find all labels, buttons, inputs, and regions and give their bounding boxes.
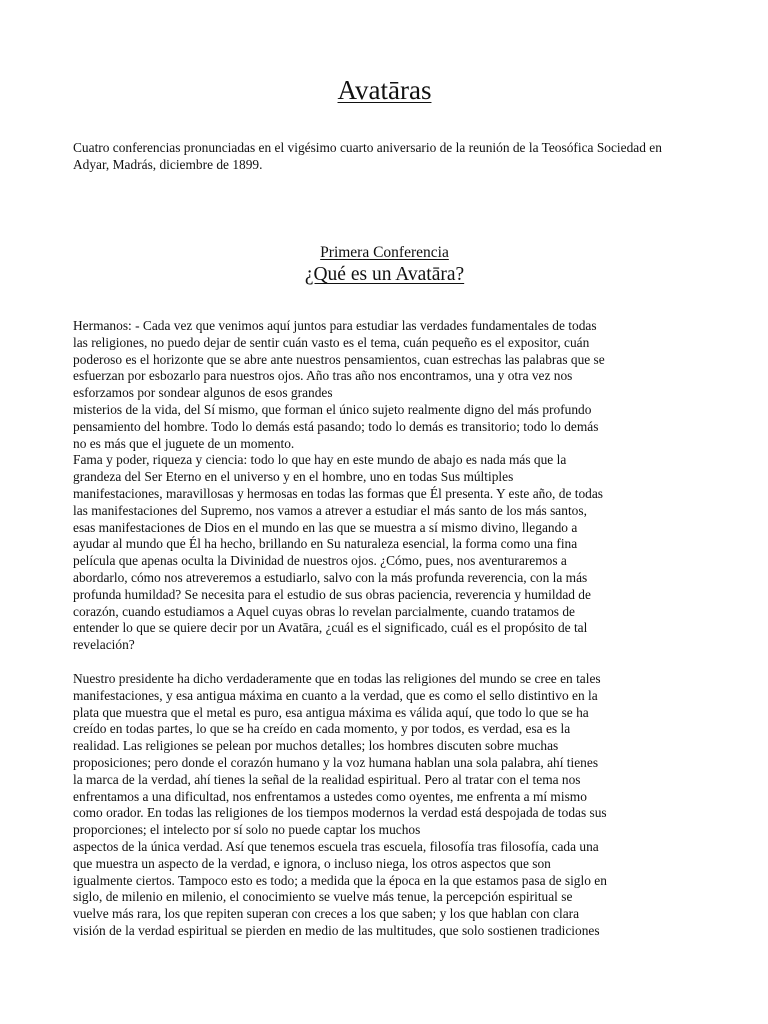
text-line: plata que muestra que el metal es puro, esa antigua máxima es válida aquí, que todo lo que se ha (73, 704, 589, 720)
paragraph-1 (73, 318, 696, 654)
text-line: que muestra un aspecto de la verdad, e ignora, o incluso niega, los otros aspectos que son (73, 855, 551, 871)
text-line: visión de la verdad espiritual se pierden en medio de las multitudes, que solo sostienen tradiciones (73, 922, 600, 938)
text-line: profunda humildad? Se necesita para el estudio de sus obras paciencia, reverencia y humildad de (73, 586, 591, 602)
text-line: aspectos de la única verdad. Así que tenemos escuela tras escuela, filosofía tras filosofía, cada una (73, 838, 599, 854)
text-line: esfuerzan por esbozarlo para nuestros ojos. Año tras año nos encontramos, una y otra vez nos (73, 368, 573, 384)
text-line: ayudar al mundo que Él ha hecho, brillando en Su naturaleza esencial, la forma como una fina (73, 536, 578, 552)
lecture-title: ¿Qué es un Avatāra? (304, 264, 465, 285)
text-line: como orador. En todas las religiones de los tiempos modernos la verdad está despojada de todas sus (73, 805, 607, 821)
text-line: realidad. Las religiones se pelean por muchos detalles; los hombres discuten sobre muchas (73, 738, 559, 754)
text-line: abordarlo, cómo nos atreveremos a estudiarlo, salvo con la más profunda reverencia, con la más (73, 569, 588, 585)
text-line: misterios de la vida, del Sí mismo, que forman el único sujeto realmente digno del más profundo (73, 401, 592, 417)
text-line: Hermanos: - Cada vez que venimos aquí juntos para estudiar las verdades fundamentales de todas (73, 318, 597, 333)
text-line: Fama y poder, riqueza y ciencia: todo lo que hay en este mundo de abajo es nada más que la (73, 452, 567, 468)
lecture-label: Primera Conferencia (320, 244, 449, 261)
text-line: pensamiento del hombre. Todo lo demás está pasando; todo lo demás es transitorio; todo lo demás (73, 418, 599, 434)
text-line: siglo, de milenio en milenio, el conocimiento se vuelve más tenue, la percepción espiritual se (73, 889, 573, 905)
text-line: corazón, cuando estudiamos a Aquel cuyas obras lo revelan parcialmente, cuando tratamos de (73, 603, 575, 619)
text-line: entender lo que se quiere decir por un Avatāra, ¿cuál es el significado, cuál es el propósito de tal (73, 620, 588, 636)
text-line: creído en todas partes, lo que se ha creído en cada momento, y por todos, es verdad, esa es la (73, 721, 571, 737)
document-title: Avatāras (337, 75, 432, 105)
text-line: las religiones, no puedo dejar de sentir cuán vasto es el tema, cuán pequeño es el expositor, cuán (73, 334, 590, 350)
text-line: poderoso es el horizonte que se abre ante nuestros pensamientos, cuan estrechas las palabras que se (73, 351, 605, 367)
text-line: esas manifestaciones de Dios en el mundo en las que se muestra a sí mismo divino, llegando a (73, 519, 578, 535)
text-line: manifestaciones, y esa antigua máxima en cuanto a la verdad, que es como el sello distintivo en la (73, 687, 598, 703)
text-line: revelación? (73, 637, 135, 653)
text-line: Nuestro presidente ha dicho verdaderamente que en todas las religiones del mundo se cree en tales (73, 670, 601, 686)
text-line: esforzamos por sondear algunos de esos grandes (73, 385, 333, 401)
paragraph-2 (73, 671, 696, 940)
text-line: enfrentamos a una dificultad, nos enfrentamos a ustedes como oyentes, me enfrenta a mí mismo (73, 788, 587, 804)
text-line: grandeza del Ser Eterno en el universo y en el hombre, uno en todas Sus múltiples (73, 469, 514, 485)
text-line: proposiciones; pero donde el corazón humano y la voz humana hablan una sola palabra, ahí tienes (73, 754, 599, 770)
intro-paragraph: Cuatro conferencias pronunciadas en el vigésimo cuarto aniversario de la reunión de la Teosófica Sociedad en Adyar, Madrás, diciembre de 1899. (73, 140, 662, 172)
text-line: las manifestaciones del Supremo, nos vamos a atrever a estudiar el más santo de los más santos, (73, 502, 587, 518)
text-line: no es más que el juguete de un momento. (73, 435, 295, 451)
text-line: igualmente ciertos. Tampoco esto es todo; a medida que la época en la que estamos pasa de siglo en (73, 872, 607, 888)
text-line: manifestaciones, maravillosas y hermosas en todas las formas que Él presenta. Y este año, de todas (73, 485, 604, 501)
text-line: la marca de la verdad, ahí tienes la señal de la realidad espiritual. Pero al tratar con el tema nos (73, 771, 581, 787)
text-line: vuelve más rara, los que repiten superan con creces a los que saben; y los que hablan con clara (73, 906, 580, 922)
text-line: película que apenas oculta la Divinidad de nuestros ojos. ¿Cómo, pues, nos aventuraremos a (73, 553, 567, 569)
text-line: proporciones; el intelecto por sí solo no puede captar los muchos (73, 822, 421, 838)
